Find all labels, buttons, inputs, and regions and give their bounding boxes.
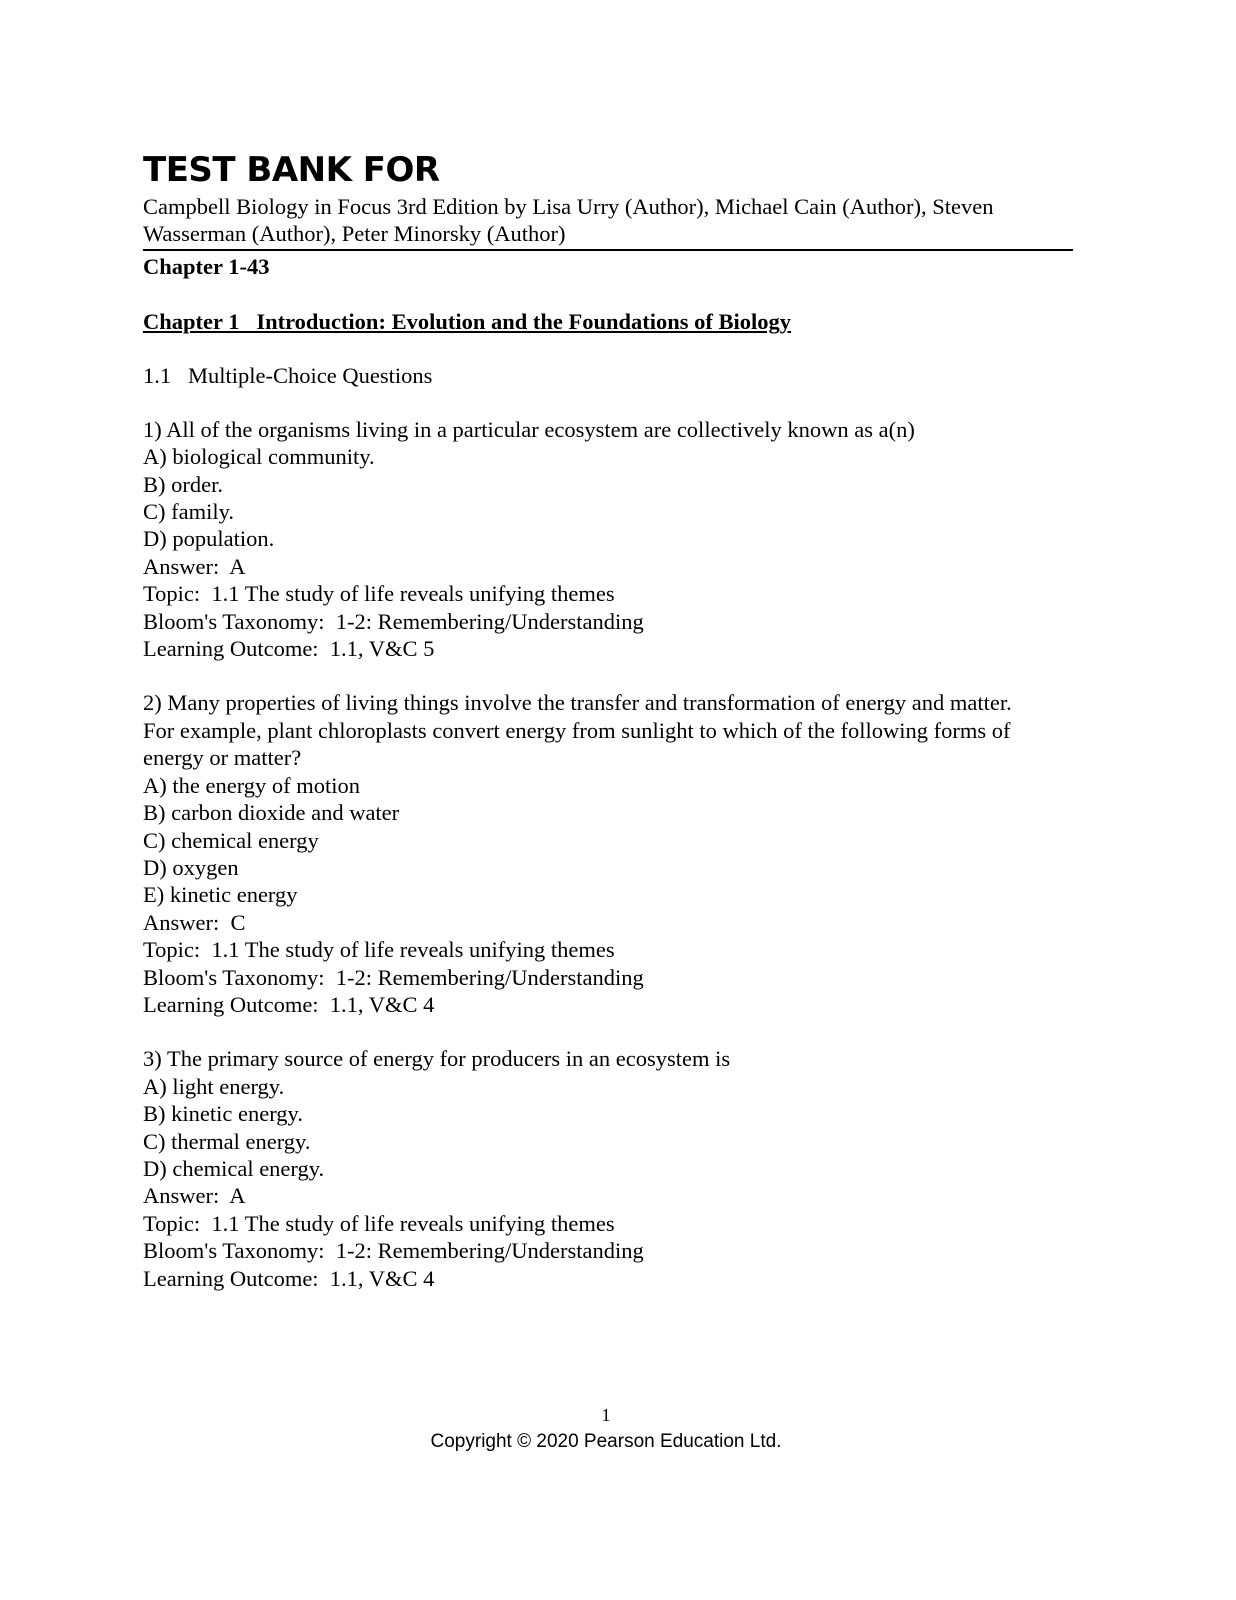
question-line: E) kinetic energy: [143, 882, 298, 908]
question-line: A) biological community.: [143, 444, 375, 470]
question-line: For example, plant chloroplasts convert energy from sunlight to which of the following forms of: [143, 717, 1011, 743]
question-line: Topic: 1.1 The study of life reveals unifying themes: [143, 1210, 615, 1236]
question-line: B) carbon dioxide and water: [143, 800, 400, 826]
question-line: Answer: A: [143, 553, 246, 579]
question-line: Learning Outcome: 1.1, V&C 4: [143, 1265, 435, 1291]
question-line: C) family.: [143, 499, 235, 525]
question-line: Topic: 1.1 The study of life reveals unifying themes: [143, 937, 615, 963]
question-line: Answer: A: [143, 1183, 246, 1209]
question-stem: 2) Many properties of living things involve the transfer and transformation of energy and matter.: [143, 690, 1012, 716]
document-heading: TEST BANK FOR: [143, 150, 440, 190]
question-item: [143, 689, 1073, 1018]
question-line: C) chemical energy: [143, 827, 319, 853]
question-line: D) chemical energy.: [143, 1155, 325, 1181]
question-line: B) order.: [143, 471, 223, 497]
question-line: Learning Outcome: 1.1, V&C 5: [143, 636, 435, 662]
header-divider: [143, 249, 1073, 251]
section-title: 1.1 Multiple-Choice Questions: [143, 362, 433, 388]
question-line: B) kinetic energy.: [143, 1101, 303, 1127]
question-stem: 1) All of the organisms living in a particular ecosystem are collectively known as a(n): [143, 416, 915, 442]
question-line: energy or matter?: [143, 745, 302, 771]
book-title-line: Campbell Biology in Focus 3rd Edition by Lisa Urry (Author), Michael Cain (Author), Steven: [143, 194, 994, 219]
question-line: Bloom's Taxonomy: 1-2: Remembering/Understanding: [143, 1238, 644, 1264]
question-line: C) thermal energy.: [143, 1128, 311, 1154]
chapter-title: Chapter 1 Introduction: Evolution and the Foundations of Biology: [143, 308, 792, 334]
chapter-range: Chapter 1-43: [143, 253, 270, 279]
question-list: [143, 416, 1073, 1292]
question-item: [143, 1045, 1073, 1292]
question-line: Bloom's Taxonomy: 1-2: Remembering/Understanding: [143, 964, 644, 990]
question-line: Answer: C: [143, 909, 246, 935]
book-title-line: Wasserman (Author), Peter Minorsky (Author): [143, 221, 566, 247]
copyright-notice: Copyright © 2020 Pearson Education Ltd.: [430, 1431, 782, 1452]
question-item: [143, 416, 1073, 663]
question-line: Learning Outcome: 1.1, V&C 4: [143, 991, 435, 1017]
question-line: D) population.: [143, 526, 275, 552]
question-line: D) oxygen: [143, 854, 239, 880]
question-line: Bloom's Taxonomy: 1-2: Remembering/Understanding: [143, 608, 644, 634]
question-line: A) light energy.: [143, 1073, 285, 1099]
question-line: A) the energy of motion: [143, 772, 361, 798]
page-number: 1: [601, 1405, 611, 1425]
document-page: [143, 150, 1073, 1319]
question-stem: 3) The primary source of energy for producers in an ecosystem is: [143, 1046, 731, 1072]
question-line: Topic: 1.1 The study of life reveals unifying themes: [143, 581, 615, 607]
book-title: [143, 193, 1073, 248]
